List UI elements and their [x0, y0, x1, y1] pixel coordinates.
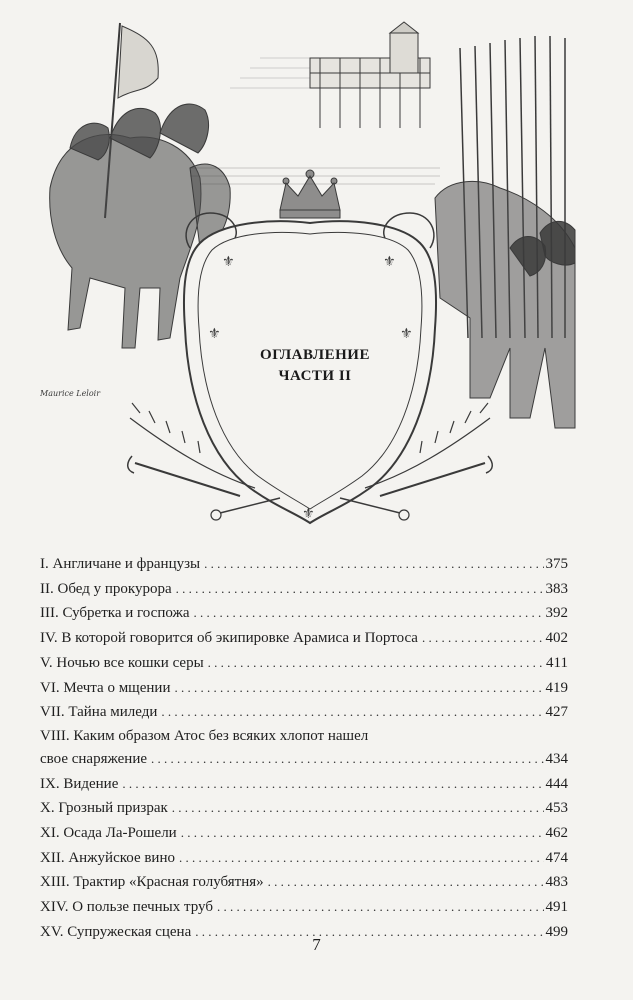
toc-entry-1[interactable] [40, 552, 568, 577]
toc-entry-4[interactable] [40, 626, 568, 651]
toc-entry-title: VI. Мечта о мщении [40, 679, 171, 696]
toc-entry-11[interactable] [40, 821, 568, 846]
leader-dots [122, 772, 543, 796]
toc-entry-title: III. Субретка и госпожа [40, 605, 190, 622]
leader-dots [217, 895, 544, 919]
toc-entry-title: XV. Супружеская сцена [40, 923, 192, 940]
toc-entry-13[interactable] [40, 870, 568, 895]
toc-entry-title-continued: свое снаряжение [40, 750, 148, 767]
toc-heading-line2: ЧАСТИ II [278, 368, 352, 384]
leader-dots [176, 577, 544, 601]
svg-text:⚜: ⚜ [400, 326, 413, 342]
toc-entry-page: 474 [545, 849, 568, 866]
leader-dots [194, 601, 544, 625]
toc-entry-title: XII. Анжуйское вино [40, 849, 175, 866]
toc-entry-title: XIII. Трактир «Красная голубятня» [40, 874, 264, 891]
page-number: 7 [312, 935, 321, 954]
toc-entry-page: 491 [545, 899, 568, 916]
toc-entry-7[interactable] [40, 700, 568, 725]
svg-text:⚜: ⚜ [208, 326, 221, 342]
toc-entry-title: IX. Видение [40, 775, 119, 792]
toc-entry-page: 411 [546, 654, 568, 671]
toc-entry-title: XIV. О пользе печных труб [40, 899, 213, 916]
toc-entry-page: 462 [545, 825, 568, 842]
toc-entry-title: II. Обед у прокурора [40, 580, 172, 597]
leader-dots [172, 796, 544, 820]
leader-dots [161, 700, 543, 724]
toc-heading-line1: ОГЛАВЛЕНИЕ [260, 347, 370, 363]
toc-entry-title: I. Англичане и французы [40, 556, 201, 572]
toc-entry-page: 419 [545, 679, 568, 696]
toc-entry-title: VII. Тайна миледи [40, 704, 158, 721]
toc-entry-page: 444 [545, 775, 568, 792]
toc-entry-5[interactable] [40, 651, 568, 676]
svg-text:⚜: ⚜ [383, 254, 396, 270]
toc-entry-title: XI. Осада Ла-Рошели [40, 825, 177, 842]
toc-entry-title: IV. В которой говорится об экипировке Арамиса и Портоса [40, 630, 418, 647]
gallery-structure [310, 22, 430, 128]
toc-entry-page: 499 [545, 923, 568, 940]
leader-dots [208, 651, 544, 675]
leader-dots [174, 676, 543, 700]
illustration-svg [40, 18, 580, 538]
pike-soldiers [435, 36, 575, 428]
crown-emblem [280, 170, 340, 218]
leader-dots [179, 846, 544, 870]
toc-entry-14[interactable] [40, 895, 568, 920]
toc-entry-page: 402 [545, 630, 568, 647]
toc-entry-page: 427 [545, 704, 568, 721]
toc-entry-10[interactable] [40, 796, 568, 821]
toc-entry-page: 453 [545, 800, 568, 817]
toc-entry-page: 383 [545, 580, 568, 597]
table-of-contents [40, 552, 568, 945]
toc-entry-title: X. Грозный призрак [40, 800, 168, 817]
leader-dots [422, 626, 544, 650]
toc-entry-8-line2[interactable] [40, 747, 568, 772]
toc-entry-9[interactable] [40, 772, 568, 797]
toc-entry-8-line1[interactable] [40, 725, 568, 747]
toc-entry-12[interactable] [40, 846, 568, 871]
toc-heading [215, 345, 415, 387]
svg-text:⚜: ⚜ [302, 506, 315, 522]
toc-entry-title: VIII. Каким образом Атос без всяких хлопот нашел [40, 727, 369, 744]
artist-signature: Maurice Leloir [40, 389, 101, 398]
engraving-illustration [40, 18, 580, 538]
toc-entry-page: 375 [545, 556, 568, 572]
toc-entry-6[interactable] [40, 676, 568, 701]
toc-entry-page: 434 [545, 750, 568, 767]
toc-entry-2[interactable] [40, 577, 568, 602]
toc-entry-title: V. Ночью все кошки серы [40, 654, 204, 671]
leader-dots [204, 552, 543, 576]
toc-entry-3[interactable] [40, 601, 568, 626]
toc-entry-page: 483 [545, 874, 568, 891]
svg-text:⚜: ⚜ [222, 254, 235, 270]
leader-dots [181, 821, 544, 845]
leader-dots [151, 747, 543, 771]
leader-dots [268, 870, 544, 894]
toc-entry-page: 392 [545, 605, 568, 622]
